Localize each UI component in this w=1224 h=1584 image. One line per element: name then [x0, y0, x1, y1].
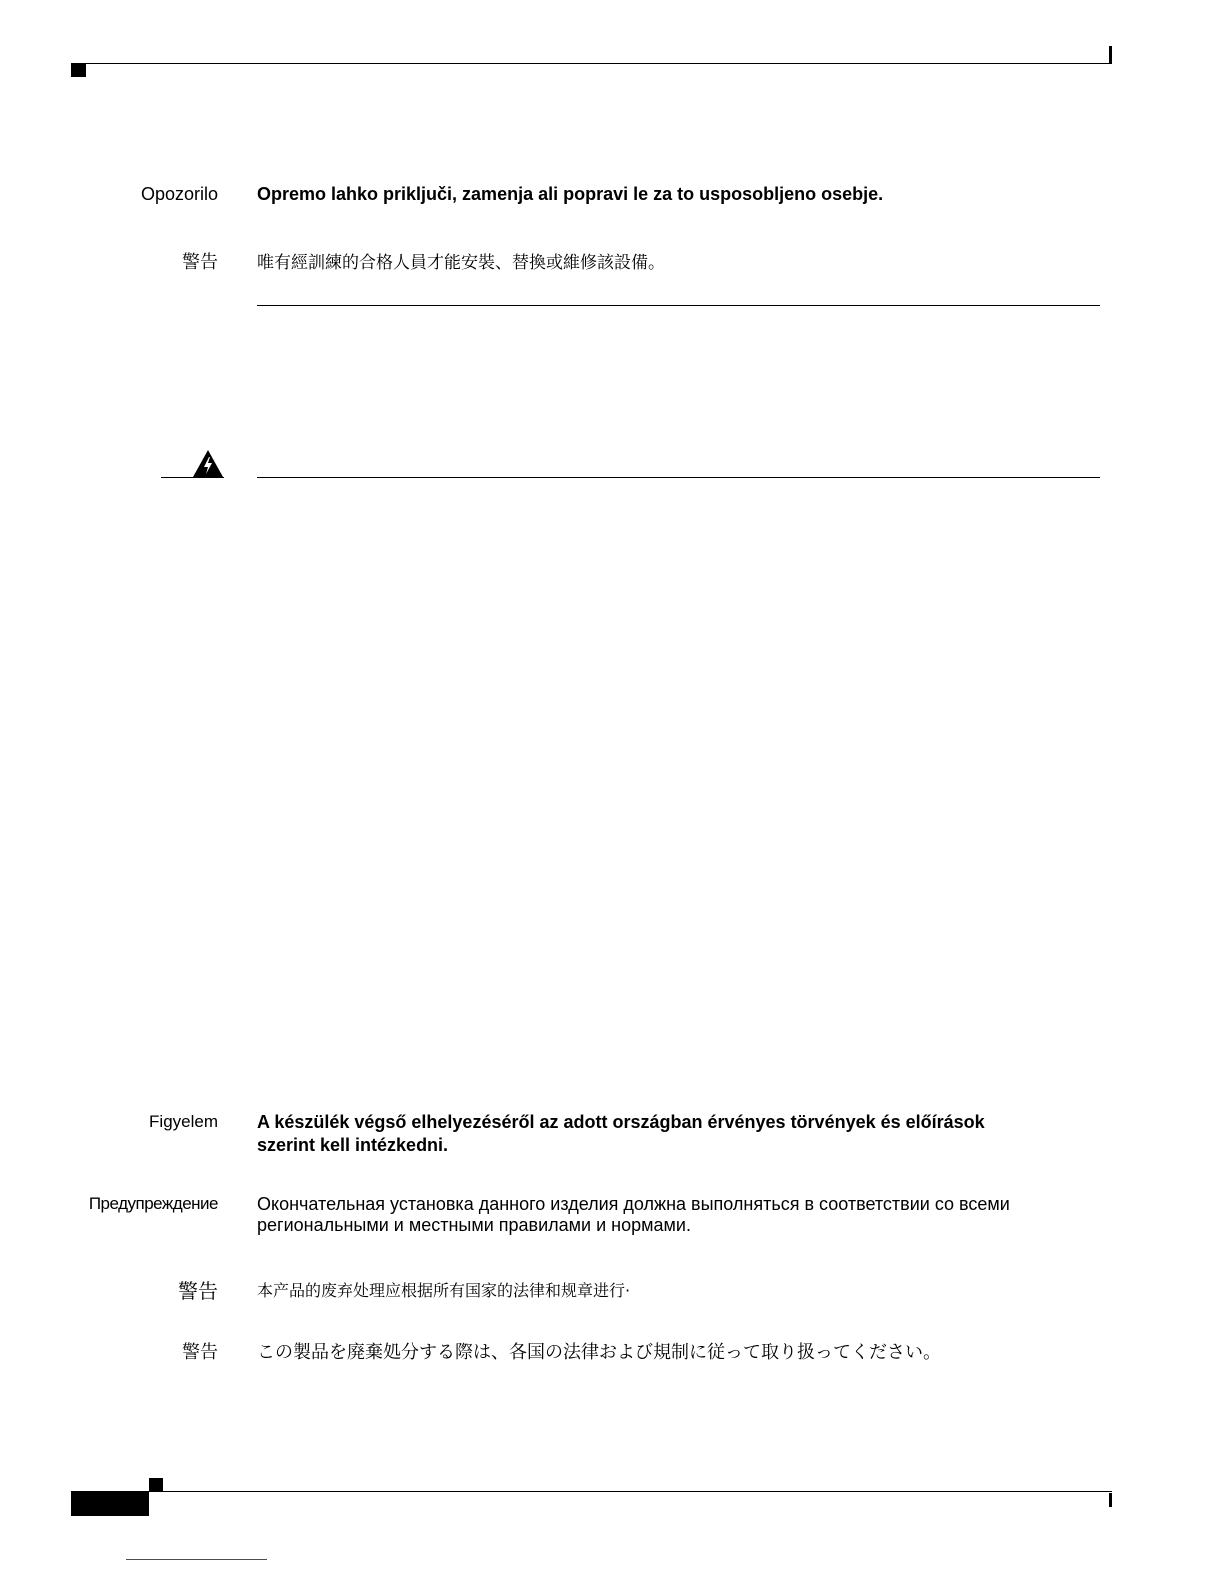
footer-link-underline [126, 1559, 267, 1560]
icon-underline-rule [161, 477, 224, 478]
warning-label-slovenian: Opozorilo [140, 184, 218, 204]
warning-text-russian-line1: Окончательная установка данного изделия должна выполняться в соответствии со всеми [257, 1194, 1010, 1214]
warning-text-chinese-simplified: 本产品的废弃处理应根据所有国家的法律和规章进行· [257, 1281, 631, 1300]
footer-small-marker [149, 1478, 163, 1491]
warning-label-chinese-traditional: 警告 [182, 252, 218, 273]
header-left-marker [71, 64, 86, 77]
warning-text-hungarian-line1: A készülék végső elhelyezéséről az adott országban érvényes törvények és előírások [257, 1112, 985, 1132]
warning-start-rule [257, 477, 1100, 478]
header-right-tick [1109, 46, 1112, 64]
warning-text-russian-line2: региональными и местными правилами и нормами. [257, 1215, 691, 1235]
footer-left-block [71, 1491, 149, 1516]
warning-label-russian: Предупреждение [88, 1194, 218, 1213]
electrical-hazard-icon [192, 449, 224, 478]
warning-text-slovenian: Opremo lahko priključi, zamenja ali popravi le za to usposobljeno osebje. [257, 184, 884, 204]
warning-label-hungarian: Figyelem [149, 1112, 218, 1131]
warning-text-chinese-traditional: 唯有經訓練的合格人員才能安裝、替換或維修該設備。 [257, 253, 665, 273]
header-rule [71, 63, 1112, 64]
warning-text-hungarian-line2: szerint kell intézkedni. [257, 1135, 449, 1155]
section-end-rule [257, 305, 1100, 306]
warning-label-chinese-simplified: 警告 [178, 1279, 218, 1303]
warning-text-japanese: この製品を廃棄処分する際は、各国の法律および規制に従って取り扱ってください。 [257, 1342, 941, 1363]
warning-label-japanese: 警告 [182, 1342, 218, 1363]
footer-rule [71, 1491, 1112, 1492]
footer-right-tick [1109, 1493, 1112, 1507]
